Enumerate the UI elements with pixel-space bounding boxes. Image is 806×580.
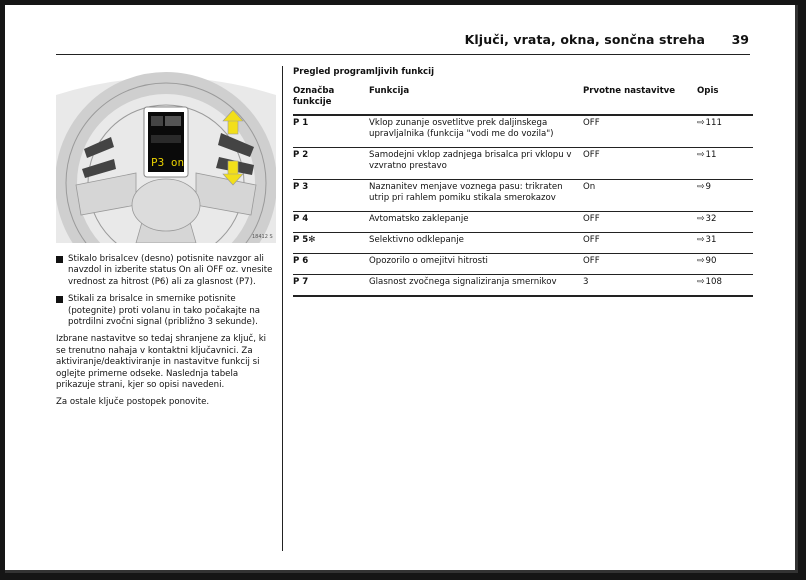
page-reference[interactable] <box>697 275 753 297</box>
column-header: Funkcija <box>369 86 583 115</box>
function-name: Naznanitev menjave voznega pasu: trikraten utrip pri rahlem pomiku stikala smerokazov <box>369 180 583 212</box>
column-header: Opis <box>697 86 753 115</box>
page-reference-number: 11 <box>705 150 717 160</box>
function-name: Selektivno odklepanje <box>369 233 583 254</box>
bullet-item <box>56 254 277 288</box>
arrow-right-icon: ⇨ <box>697 118 705 128</box>
page-reference-number: 90 <box>705 256 717 266</box>
table-row <box>293 275 753 297</box>
page-header <box>5 32 795 52</box>
functions-table-section <box>293 67 753 297</box>
arrow-right-icon: ⇨ <box>697 235 705 245</box>
function-name: Glasnost zvočnega signaliziranja smernikov <box>369 275 583 297</box>
default-setting: 3 <box>583 275 697 297</box>
header-rule <box>56 54 750 55</box>
bullet-text: Stikalo brisalcev (desno) potisnite navzgor ali navzdol in izberite status On ali OFF oz. vnesite vrednost za hitrost (P6) ali za glasnost (P7). <box>68 254 273 287</box>
default-setting: OFF <box>583 212 697 233</box>
column-header: Označba funkcije <box>293 86 369 115</box>
left-column-text <box>56 254 277 415</box>
function-code: P 7 <box>293 275 369 297</box>
bullet-square-icon <box>56 296 63 303</box>
function-code: P 3 <box>293 180 369 212</box>
page-reference[interactable] <box>697 148 753 180</box>
default-setting: OFF <box>583 254 697 275</box>
default-setting: OFF <box>583 233 697 254</box>
function-code: P 1 <box>293 115 369 148</box>
page-reference[interactable] <box>697 212 753 233</box>
paragraph: Izbrane nastavitve so tedaj shranjene za ključ, ki se trenutno nahaja v kontaktni ključavnici. Za aktiviranje/deaktiviranje in nastavitve funkcij si oglejte primerne odseke. Naslednja tabela prikazuje strani, kjer so opisi navedeni. <box>56 334 267 391</box>
table-row <box>293 180 753 212</box>
arrow-right-icon: ⇨ <box>697 256 705 266</box>
page-reference-number: 111 <box>705 118 722 128</box>
function-code: P 6 <box>293 254 369 275</box>
page-reference[interactable] <box>697 254 753 275</box>
table-header-row <box>293 86 753 115</box>
steering-wheel-illustration <box>56 65 276 243</box>
bullet-square-icon <box>56 256 63 263</box>
function-name: Vklop zunanje osvetlitve prek daljinskega upravljalnika (funkcija "vodi me do vozila") <box>369 115 583 148</box>
paragraph: Za ostale ključe postopek ponovite. <box>56 397 210 408</box>
arrow-right-icon: ⇨ <box>697 214 705 224</box>
section-title: Ključi, vrata, okna, sončna streha <box>464 32 705 47</box>
bullet-item <box>56 294 277 328</box>
table-row <box>293 148 753 180</box>
steering-wheel-drawing <box>56 65 276 243</box>
arrow-right-icon: ⇨ <box>697 182 705 192</box>
table-row <box>293 233 753 254</box>
page-reference-number: 9 <box>705 182 712 192</box>
page-reference[interactable] <box>697 180 753 212</box>
page-reference[interactable] <box>697 233 753 254</box>
function-name: Opozorilo o omejitvi hitrosti <box>369 254 583 275</box>
default-setting: OFF <box>583 115 697 148</box>
column-divider <box>282 66 283 551</box>
function-code: P 5✻ <box>293 233 369 254</box>
page-reference-number: 31 <box>705 235 717 245</box>
manual-page <box>5 5 798 573</box>
arrow-right-icon: ⇨ <box>697 150 705 160</box>
page-reference[interactable] <box>697 115 753 148</box>
table-title: Pregled programljivih funkcij <box>293 67 435 77</box>
default-setting: OFF <box>583 148 697 180</box>
page-number: 39 <box>731 32 749 47</box>
column-header: Prvotne nastavitve <box>583 86 697 115</box>
display-readout: P3 on <box>151 156 185 169</box>
page-reference-number: 108 <box>705 277 722 287</box>
function-code: P 2 <box>293 148 369 180</box>
function-name: Samodejni vklop zadnjega brisalca pri vklopu v vzvratno prestavo <box>369 148 583 180</box>
table-row <box>293 115 753 148</box>
function-name: Avtomatsko zaklepanje <box>369 212 583 233</box>
bullet-text: Stikali za brisalce in smernike potisnite (potegnite) proti volanu in tako počakajte na potrdilni zvočni signal (približno 3 sekunde). <box>68 294 261 328</box>
page-reference-number: 32 <box>705 214 717 224</box>
default-setting: On <box>583 180 697 212</box>
table-row <box>293 254 753 275</box>
arrow-right-icon: ⇨ <box>697 277 705 287</box>
functions-table <box>293 86 753 297</box>
function-code: P 4 <box>293 212 369 233</box>
table-row <box>293 212 753 233</box>
figure-id: 18412 S <box>252 234 273 240</box>
